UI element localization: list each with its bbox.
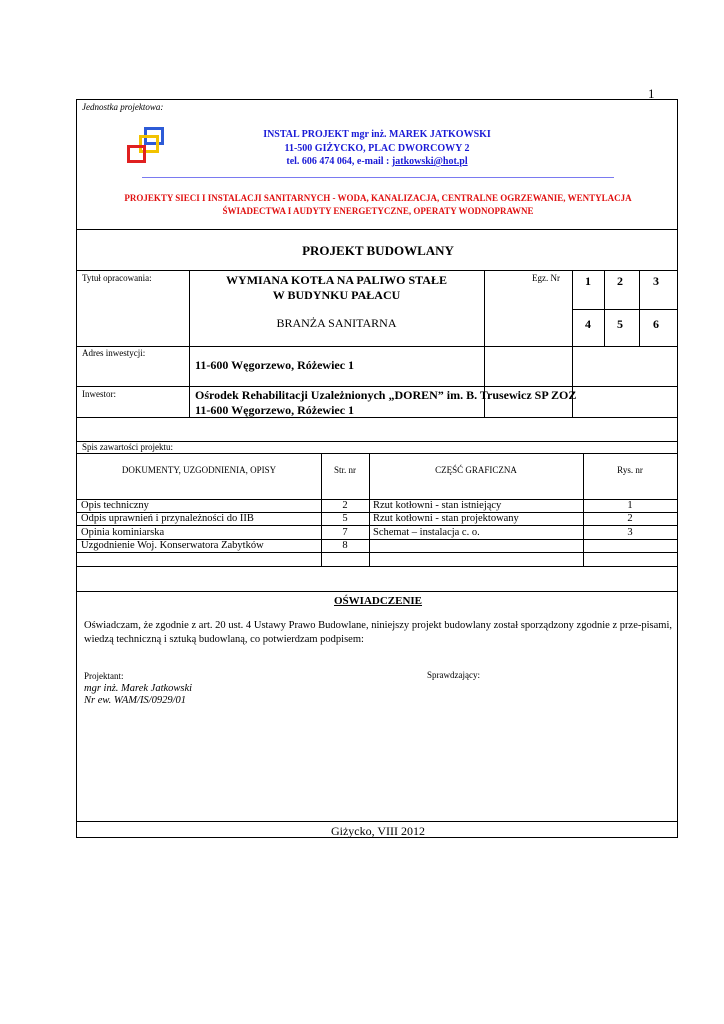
designer-license: Nr ew. WAM/IS/0929/01 [84, 695, 187, 706]
company-name: INSTAL PROJEKT mgr inż. MAREK JATKOWSKI [263, 129, 491, 140]
design-unit-label: Jednostka projektowa: [82, 102, 164, 112]
company-scope [87, 192, 669, 217]
divider [77, 229, 677, 230]
title-page-frame [76, 99, 678, 838]
company-contact [177, 155, 577, 169]
divider [77, 566, 677, 567]
table-cell-document: Opis techniczny [81, 500, 149, 511]
designer-label: Projektant: [84, 671, 124, 681]
divider [77, 552, 677, 553]
divider [77, 270, 677, 271]
divider [77, 453, 677, 454]
document-title [189, 273, 484, 303]
divider [77, 591, 677, 592]
copy-number-1: 1 [585, 274, 591, 288]
table-cell-drawing: Schemat – instalacja c. o. [373, 527, 480, 538]
divider [77, 346, 677, 347]
table-cell-document: Uzgodnienie Woj. Konserwatora Zabytków [81, 540, 264, 551]
copies-label: Egz. Nr [532, 273, 560, 283]
company-email-link[interactable]: jatkowski@hot.pl [391, 156, 468, 167]
copy-number-6: 6 [653, 317, 659, 331]
designer-block [84, 670, 192, 708]
copy-number-3: 3 [653, 274, 659, 288]
address-label: Adres inwestycji: [82, 348, 146, 358]
table-cell-page: 5 [342, 513, 348, 524]
investor-address: 11-600 Węgorzewo, Różewiec 1 [195, 403, 355, 417]
investor [195, 388, 576, 418]
table-cell-figure: 3 [627, 527, 633, 538]
divider [369, 453, 370, 566]
copy-number-2: 2 [617, 274, 623, 288]
company-logo [127, 127, 167, 167]
investor-name: Ośrodek Rehabilitacji Uzależnionych „DOREN” im. B. Trusewicz SP ZOZ [195, 388, 577, 402]
column-header-documents: DOKUMENTY, UZGODNIENIA, OPISY [121, 465, 277, 475]
table-cell-document: Opinia kominiarska [81, 527, 165, 538]
company-info [177, 128, 577, 169]
checker-label: Sprawdzający: [427, 670, 480, 680]
header-divider [142, 177, 614, 178]
table-cell-figure: 1 [627, 500, 633, 511]
table-cell-page: 7 [342, 527, 348, 538]
company-phone: tel. 606 474 064, e-mail : [286, 156, 392, 167]
scope-line-2: ŚWIADECTWA I AUDYTY ENERGETYCZNE, OPERATY WODNOPRAWNE [222, 205, 534, 216]
title-label: Tytuł opracowania: [82, 273, 152, 283]
divider [77, 417, 677, 418]
table-cell-drawing: Rzut kotłowni - stan istniejący [373, 500, 502, 511]
column-header-page: Str. nr [333, 465, 356, 475]
company-address: 11-500 GIŻYCKO, PLAC DWORCOWY 2 [284, 142, 470, 154]
investor-label: Inwestor: [82, 389, 116, 399]
table-cell-page: 2 [342, 500, 348, 511]
table-cell-drawing: Rzut kotłowni - stan projektowany [373, 513, 519, 524]
branch-name: BRANŻA SANITARNA [276, 316, 397, 330]
place-and-date: Giżycko, VIII 2012 [330, 824, 426, 838]
divider [572, 309, 677, 310]
declaration-text: Oświadczam, że zgodnie z art. 20 ust. 4 Ustawy Prawo Budowlane, niniejszy projekt budowlany został sporządzony zgodnie z prze-pisami, wiedzą techniczną i sztuką budowlaną, co potwierdzam podpisem: [84, 620, 672, 645]
title-line-1: WYMIANA KOTŁA NA PALIWO STAŁE [226, 273, 447, 287]
copy-number-5: 5 [617, 317, 623, 331]
page-number: 1 [648, 86, 655, 101]
divider [77, 821, 677, 822]
table-cell-document: Odpis uprawnień i przynależności do IIB [81, 513, 254, 524]
designer-name: mgr inż. Marek Jatkowski [84, 682, 193, 694]
scope-line-1: PROJEKTY SIECI I INSTALACJI SANITARNYCH - WODA, KANALIZACJA, CENTRALNE OGRZEWANIE, WENTYLACJA [124, 193, 632, 203]
declaration-title: OŚWIADCZENIE [333, 595, 423, 607]
investment-address: 11-600 Węgorzewo, Różewiec 1 [195, 358, 355, 372]
column-header-figure: Rys. nr [617, 465, 643, 475]
table-cell-page: 8 [342, 540, 348, 551]
copy-number-4: 4 [585, 317, 591, 331]
column-header-drawings: CZĘŚĆ GRAFICZNA [435, 465, 517, 475]
title-line-2: W BUDYNKU PAŁACU [272, 288, 401, 302]
contents-label: Spis zawartości projektu: [82, 442, 173, 452]
divider [77, 386, 677, 387]
table-cell-figure: 2 [627, 513, 633, 524]
project-type: PROJEKT BUDOWLANY [302, 243, 454, 258]
